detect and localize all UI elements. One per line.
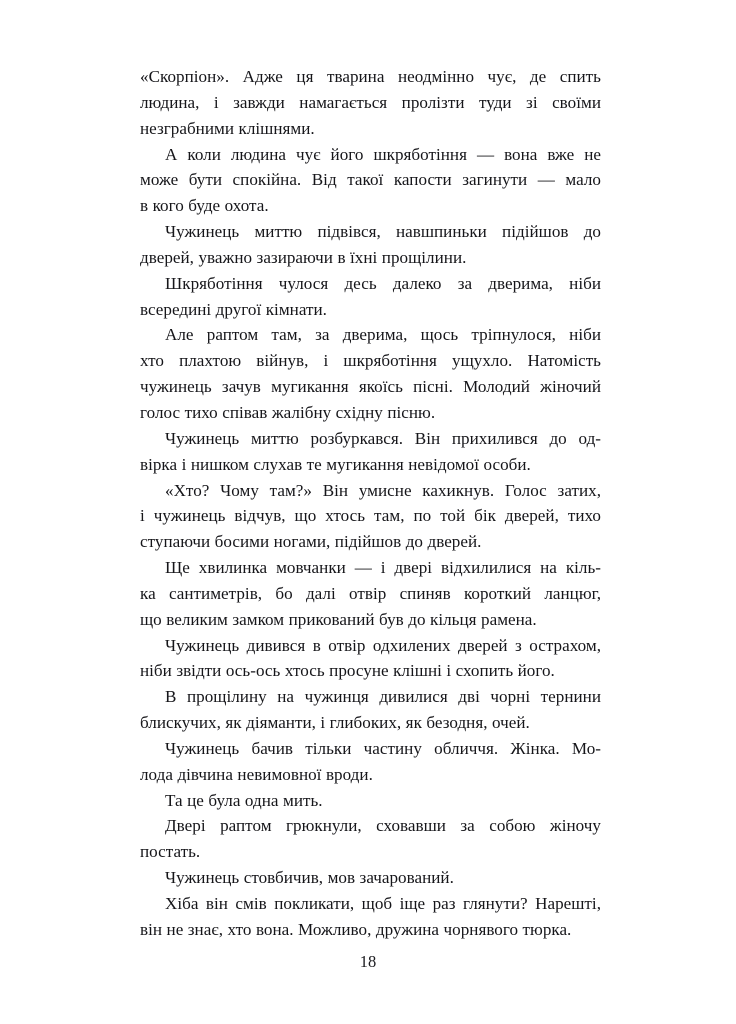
text-line: вірка і нишком слухав те мугикання невідомої особи. <box>140 454 531 474</box>
paragraph <box>140 426 601 478</box>
text-line: чужинець зачув мугикання якоїсь пісні. Молодий жіночий <box>140 377 601 397</box>
text-line: А коли людина чує його шкряботіння — вона вже не <box>165 144 601 164</box>
text-line: він не знає, хто вона. Можливо, дружина чорнявого тюрка. <box>140 919 572 939</box>
paragraph <box>140 555 601 633</box>
text-line: Чужинець дивився в отвір одхилених дверей з острахом, <box>165 635 601 655</box>
paragraph <box>140 64 601 142</box>
paragraph <box>140 322 601 425</box>
page-number: 18 <box>359 952 377 971</box>
text-line: всередині другої кімнати. <box>140 299 327 319</box>
text-line: ніби звідти ось-ось хтось просуне клішні і схопить його. <box>140 661 555 681</box>
text-line: в кого буде охота. <box>140 196 269 216</box>
text-line: може бути спокійна. Від такої капости загинути — мало <box>140 170 601 190</box>
text-line: хто плахтою війнув, і шкряботіння ущухло. Натомість <box>140 351 601 371</box>
text-line: Хіба він смів покликати, щоб іще раз глянути? Нарешті, <box>165 894 601 913</box>
text-line: незграбними клішнями. <box>140 118 315 138</box>
text-line: і чужинець відчув, що хтось там, по той бік дверей, тихо <box>140 506 601 526</box>
paragraph <box>140 788 601 814</box>
text-line: В прощілину на чужинця дивилися дві чорні тернини <box>165 687 601 707</box>
text-line: Ще хвилинка мовчанки — і двері відхилилися на кіль- <box>165 558 601 578</box>
text-line: ка сантиметрів, бо далі отвір спиняв короткий ланцюг, <box>140 583 601 603</box>
text-line: постать. <box>140 842 201 862</box>
text-line: Але раптом там, за дверима, щось тріпнулося, ніби <box>165 325 601 345</box>
text-line: Чужинець миттю підвівся, навшпиньки підійшов до <box>165 222 601 242</box>
text-line: блискучих, як діяманти, і глибоких, як безодня, очей. <box>140 713 530 733</box>
text-line: лода дівчина невимовної вроди. <box>140 764 373 784</box>
paragraph <box>140 219 601 271</box>
paragraph <box>140 142 601 220</box>
paragraph <box>140 271 601 323</box>
paragraph <box>140 736 601 788</box>
text-line: що великим замком прикований був до кільця рамена. <box>140 609 537 629</box>
text-line: «Хто? Чому там?» Він умисне кахикнув. Голос затих, <box>165 480 601 500</box>
paragraph <box>140 865 601 891</box>
text-line: Двері раптом грюкнули, сховавши за собою жіночу <box>165 816 601 836</box>
paragraph <box>140 633 601 685</box>
text-line: дверей, уважно зазираючи в їхні прощілини. <box>140 247 467 267</box>
paragraph <box>140 813 601 865</box>
body-text-column <box>140 64 601 943</box>
paragraph <box>140 684 601 736</box>
text-line: Та це була одна мить. <box>165 790 323 810</box>
text-line: ступаючи босими ногами, підійшов до дверей. <box>140 532 482 552</box>
text-line: «Скорпіон». Адже ця тварина неодмінно чує, де спить <box>140 67 601 86</box>
paragraph <box>140 478 601 556</box>
text-line: голос тихо співав жалібну східну пісню. <box>140 402 436 422</box>
text-line: Чужинець бачив тільки частину обличчя. Жінка. Мо- <box>165 738 601 758</box>
paragraph <box>140 891 601 943</box>
text-line: людина, і завжди намагається пролізти туди зі своїми <box>140 92 601 112</box>
text-line: Чужинець миттю розбуркався. Він прихилився до од- <box>165 428 601 448</box>
text-line: Шкряботіння чулося десь далеко за дверима, ніби <box>165 273 601 293</box>
text-line: Чужинець стовбичив, мов зачарований. <box>165 868 454 888</box>
